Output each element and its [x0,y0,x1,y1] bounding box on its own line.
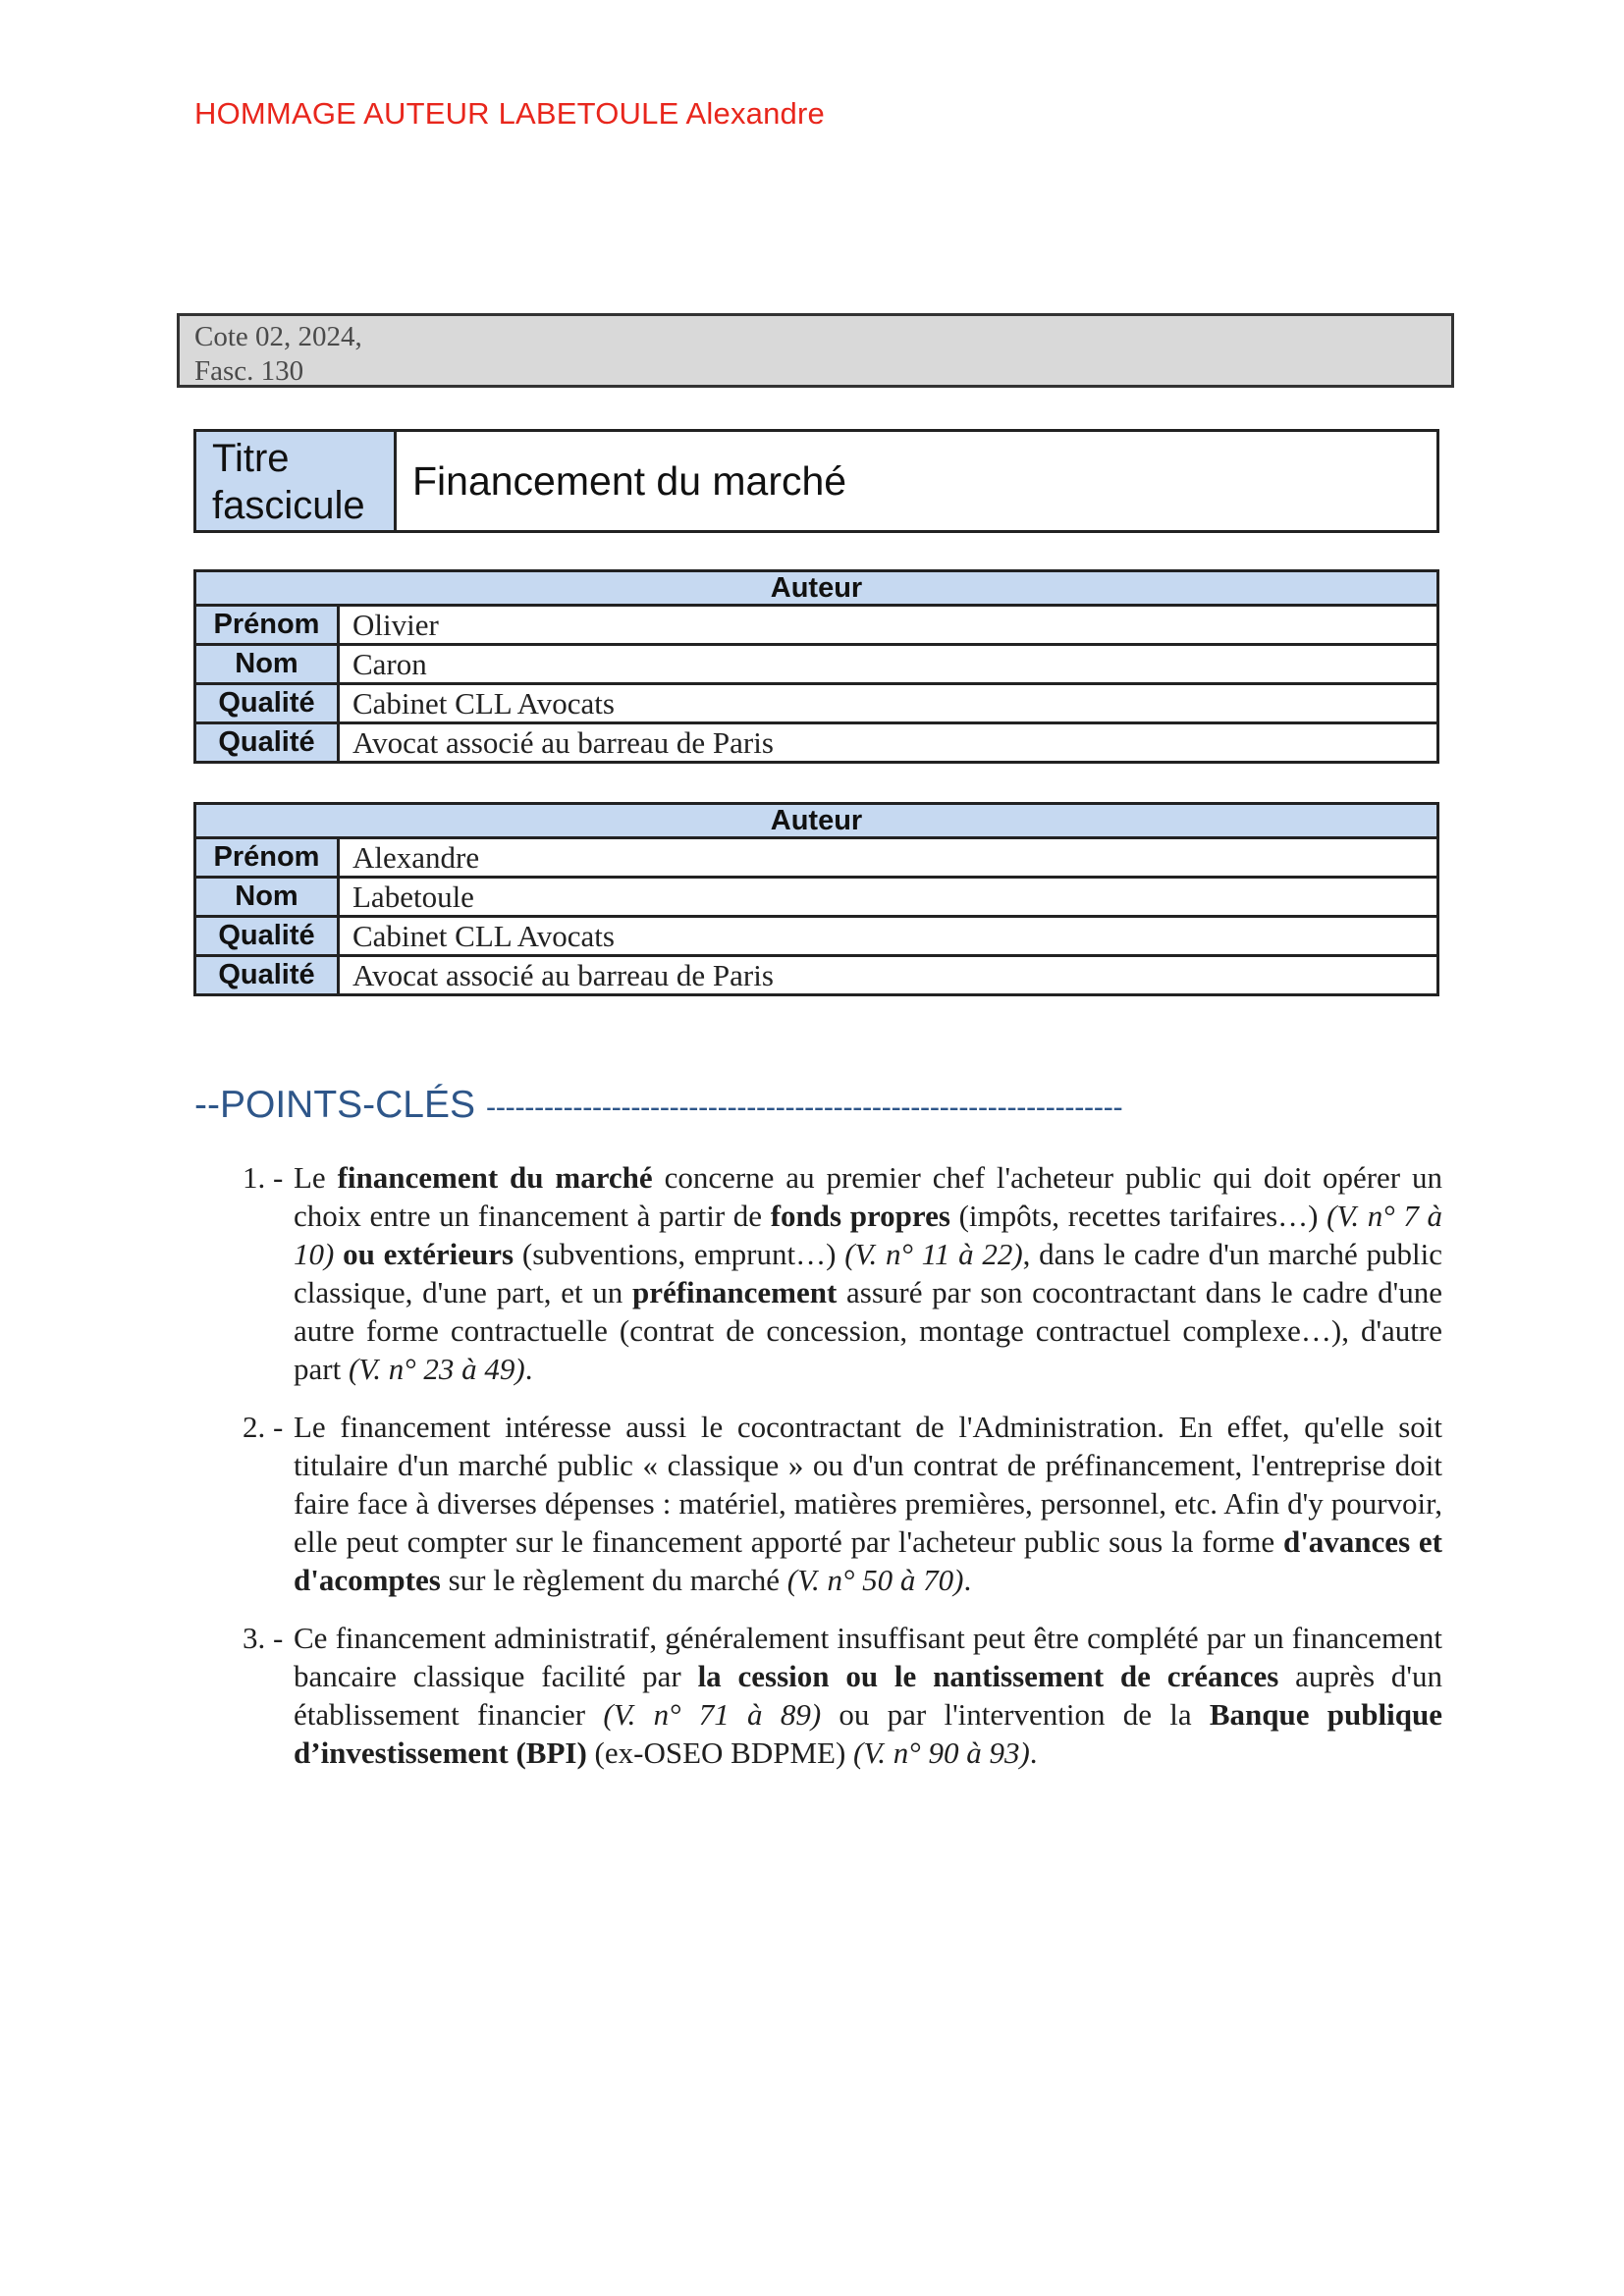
author-row-prenom [196,839,1436,879]
author-value: Avocat associé au barreau de Paris [352,725,774,760]
item-text: sur le règlement du marché [440,1563,787,1597]
cote-box [177,313,1454,388]
item-text: . [963,1563,972,1597]
titre-label-line1: Titre [212,437,290,480]
list-item [243,1619,1442,1772]
author-key: Qualité [196,957,340,993]
author-value: Caron [352,647,427,681]
titre-value: Financement du marché [412,457,847,504]
author-table-2 [193,802,1439,996]
item-text: assuré par son cocontractant dans le cadre d'une autre forme contractuelle (contrat de concession, montage contractuel complexe…), d'autre part [294,1275,1442,1386]
author-key: Nom [196,879,340,915]
fasc-line: Fasc. 130 [194,355,304,387]
item-number: 3. - [243,1621,284,1655]
author-key: Prénom [196,607,340,643]
author-row-qualite [196,685,1436,724]
item-text: Ce financement administratif, généralement insuffisant peut être complété par un financement bancaire classique facilité par [294,1621,1442,1693]
item-bold: la cession ou le nantissement de créances [697,1659,1279,1693]
item-text: (ex-OSEO BDPME) [586,1735,854,1770]
item-text: auprès d'un établissement financier [294,1659,1442,1732]
author-value: Olivier [352,608,439,642]
item-bold: Banque publique d’investissement (BPI) [294,1697,1442,1770]
item-bold: d'avances et d'acomptes [294,1524,1442,1597]
author-row-nom [196,879,1436,918]
item-reference: (V. n° 23 à 49) [348,1352,525,1386]
titre-fascicule-table [193,429,1439,533]
author-row-nom [196,646,1436,685]
author-key: Prénom [196,839,340,876]
author-key: Nom [196,646,340,682]
item-reference: (V. n° 7 à 10) [294,1199,1442,1271]
titre-label-line2: fascicule [212,484,365,527]
points-cles-heading [194,1084,1122,1127]
author-heading: Auteur [196,805,1436,839]
item-text: , dans le cadre d'un marché public classique, d'une part, et un [294,1237,1442,1309]
item-text: (subventions, emprunt…) [514,1237,845,1271]
item-text: (impôts, recettes tarifaires…) [949,1199,1327,1233]
item-reference: (V. n° 11 à 22) [844,1237,1023,1271]
item-text: Le [294,1160,338,1195]
item-number: 2. - [243,1410,284,1444]
item-text: Le financement intéresse aussi le cocontractant de l'Administration. En effet, qu'elle soit titulaire d'un marché public « classique » ou d'un contrat de préfinancement, l'entreprise doit faire face à diverses dépenses : matériel, matières premières, personnel, etc. Afin d'y pourvoir, elle peut compter sur le financement apporté par l'acheteur public sous la forme [294,1410,1442,1559]
list-item [243,1408,1442,1599]
author-row-qualite [196,957,1436,993]
points-cles-title: --POINTS-CLÉS [194,1084,476,1126]
item-bold: ou extérieurs [334,1237,514,1271]
item-text: ou par l'intervention de la [821,1697,1210,1732]
item-text: . [1029,1735,1038,1770]
author-value: Avocat associé au barreau de Paris [352,958,774,992]
item-bold: préfinancement [631,1275,838,1309]
item-bold: financement du marché [337,1160,653,1195]
author-value: Alexandre [352,840,480,875]
author-value: Cabinet CLL Avocats [352,686,615,721]
author-key: Qualité [196,724,340,761]
item-reference: (V. n° 71 à 89) [603,1697,822,1732]
author-row-qualite [196,724,1436,761]
points-cles-dashes: ------------------------------------------------------------------ [485,1090,1123,1124]
titre-label [196,432,397,530]
list-item [243,1158,1442,1388]
author-heading: Auteur [196,572,1436,607]
item-text: . [524,1352,533,1386]
hommage-header: HOMMAGE AUTEUR LABETOULE Alexandre [194,96,825,131]
item-reference: (V. n° 50 à 70) [786,1563,964,1597]
cote-line: Cote 02, 2024, [194,321,362,352]
item-bold: fonds propres [770,1199,950,1233]
author-key: Qualité [196,918,340,954]
author-value: Labetoule [352,880,474,914]
item-number: 1. - [243,1160,284,1195]
item-reference: (V. n° 90 à 93) [853,1735,1030,1770]
author-value: Cabinet CLL Avocats [352,919,615,953]
author-table-1 [193,569,1439,764]
author-row-qualite [196,918,1436,957]
author-key: Qualité [196,685,340,721]
author-row-prenom [196,607,1436,646]
item-text: concerne au premier chef l'acheteur public qui doit opérer un choix entre un financement à partir de [294,1160,1442,1233]
points-cles-list [243,1158,1442,1791]
